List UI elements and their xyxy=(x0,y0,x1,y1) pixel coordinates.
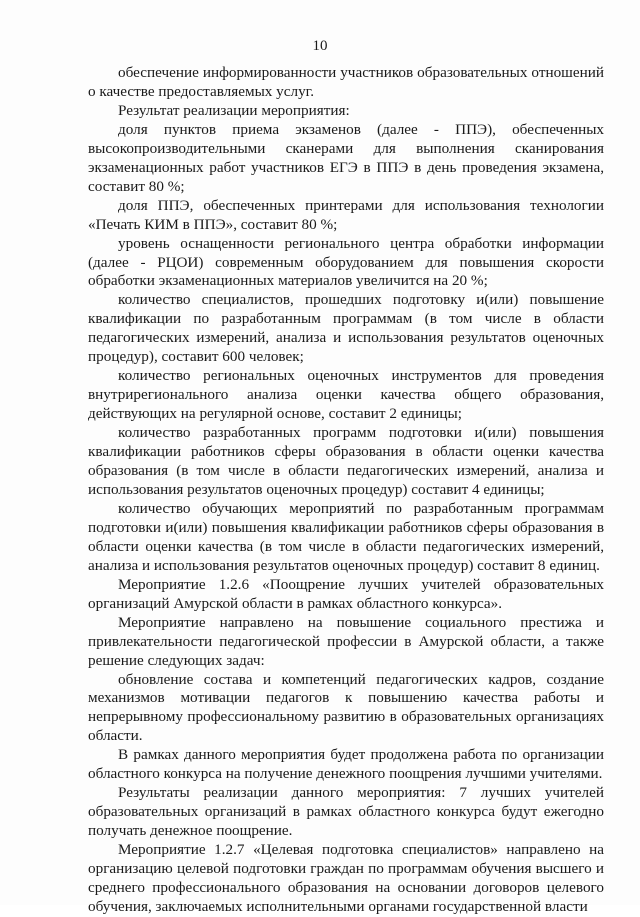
paragraph: Результаты реализации данного мероприятия: 7 лучших учителей образовательных организаций в рамках областного конкурса будут ежегодно получать денежное поощрение. xyxy=(88,784,604,840)
paragraph: Мероприятие 1.2.6 «Поощрение лучших учителей образовательных организаций Амурской области в рамках областного конкурса». xyxy=(88,575,604,612)
paragraph: обновление состава и компетенций педагогических кадров, создание механизмов мотивации педагогов к повышению качества работы и непрерывному профессиональному развитию в образовательных организациях области. xyxy=(88,670,604,745)
page-number: 10 xyxy=(312,38,328,54)
paragraph: количество региональных оценочных инструментов для проведения внутрирегионального анализа оценки качества общего образования, действующих на регулярной основе, составит 2 единицы; xyxy=(88,367,604,423)
paragraph: Мероприятие 1.2.7 «Целевая подготовка специалистов» направлено на организацию целевой подготовки граждан по программам обучения высшего и среднего профессионального образования на основании договоров целевого обучения, заключаемых исполнительными органами государственной власти xyxy=(88,841,604,915)
paragraph: Мероприятие направлено на повышение социального престижа и привлекательности педагогической профессии в Амурской области, а также решение следующих задач: xyxy=(88,613,604,669)
paragraph: Результат реализации мероприятия: xyxy=(118,101,350,119)
paragraph: количество специалистов, прошедших подготовку и(или) повышение квалификации по разработанным программам (в том числе в области педагогических измерений, анализа и использования результатов оценочных процедур), составит 600 человек; xyxy=(88,291,604,366)
paragraph: уровень оснащенности регионального центра обработки информации (далее - РЦОИ) современным оборудованием для повышения скорости обработки экзаменационных материалов увеличится на 20 %; xyxy=(88,234,604,290)
paragraph: количество разработанных программ подготовки и(или) повышения квалификации работников сферы образования в области оценки качества образования (в том числе в области педагогических измерений, анализа и использования результатов оценочных процедур) составит 4 единицы; xyxy=(88,424,604,498)
paragraph: доля ППЭ, обеспеченных принтерами для использования технологии «Печать КИМ в ППЭ», составит 80 %; xyxy=(88,196,604,233)
paragraph: доля пунктов приема экзаменов (далее - ППЭ), обеспеченных высокопроизводительными сканерами для выполнения сканирования экзаменационных работ участников ЕГЭ в ППЭ в день проведения экзамена, составит 80 %; xyxy=(88,120,604,195)
paragraph: количество обучающих мероприятий по разработанным программам подготовки и(или) повышения квалификации работников сферы образования в области оценки качества (в том числе в области педагогических измерений, анализа и использования результатов оценочных процедур) составит 8 единиц. xyxy=(88,499,604,574)
paragraph: обеспечение информированности участников образовательных отношений о качестве предоставляемых услуг. xyxy=(88,64,604,100)
paragraph: В рамках данного мероприятия будет продолжена работа по организации областного конкурса на получение денежного поощрения лучшими учителями. xyxy=(88,746,604,783)
body-text xyxy=(88,64,604,917)
